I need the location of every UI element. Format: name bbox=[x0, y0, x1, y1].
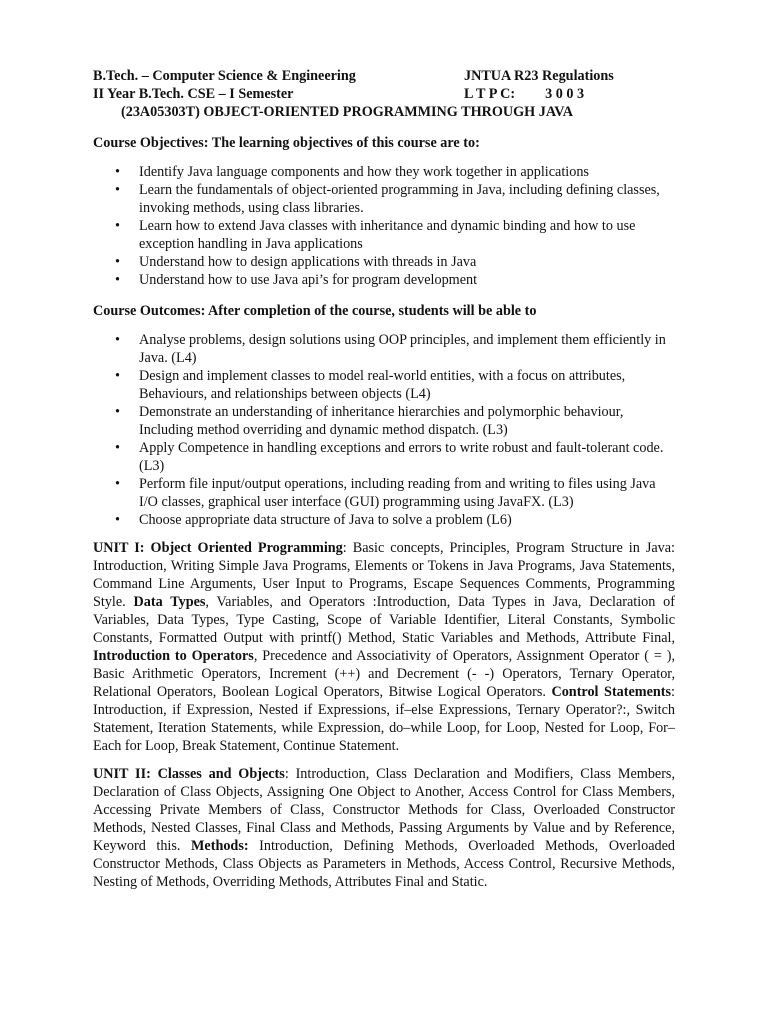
unit-2-title: UNIT II: Classes and Objects bbox=[93, 766, 285, 782]
header-row-1 bbox=[93, 67, 675, 85]
syllabus-page bbox=[93, 67, 675, 891]
list-item: • Understand how to use Java api’s for program development bbox=[115, 272, 478, 288]
bullet-icon: • bbox=[115, 368, 120, 384]
header-row-2 bbox=[93, 85, 675, 103]
outcomes-list bbox=[93, 331, 675, 529]
methods-heading: Methods: bbox=[191, 838, 249, 854]
ltpc-values: 3 0 0 3 bbox=[545, 86, 585, 102]
unit-2-paragraph: UNIT II: Classes and Objects: Introduction, Class Declaration and Modifiers, Class Members, Declaration of Class Objects, Assigning One Object to Another, Access Control for Class Members, Accessing Private Members of Class, Constructor Methods for Class, Overloaded Constructor Methods, Nested Classes, Final Class and Methods, Passing Arguments by Value and by Reference, Keyword this. Methods: Introduction, Defining Methods, Overloaded Methods, Overloaded Constructor Methods, Class Objects as Parameters in Methods, Access Control, Recursive Methods, Nesting of Methods, Overriding Methods, Attributes Final and Static. bbox=[93, 766, 675, 890]
bullet-icon: • bbox=[115, 164, 120, 180]
bullet-icon: • bbox=[115, 404, 120, 420]
list-item: • Understand how to design applications with threads in Java bbox=[115, 254, 477, 270]
program-name: B.Tech. – Computer Science & Engineering bbox=[93, 68, 356, 84]
ltpc bbox=[464, 85, 584, 103]
bullet-icon: • bbox=[115, 254, 120, 270]
control-statements-heading: Control Statements bbox=[551, 684, 672, 700]
outcomes-heading: Course Outcomes: After completion of the course, students will be able to bbox=[93, 303, 537, 319]
ltpc-label: L T P C: bbox=[464, 86, 516, 102]
bullet-icon: • bbox=[115, 512, 120, 528]
list-item: • Learn the fundamentals of object-oriented programming in Java, including defining classes, invoking methods, using class libraries. bbox=[115, 182, 660, 216]
bullet-icon: • bbox=[115, 440, 120, 456]
bullet-icon: • bbox=[115, 182, 120, 198]
unit-1-paragraph: UNIT I: Object Oriented Programming: Basic concepts, Principles, Program Structure in Java: Introduction, Writing Simple Java Programs, Elements or Tokens in Java Programs, Java Statements, Command Line Arguments, User Input to Programs, Escape Sequences Comments, Programming Style. Data Types, Variables, and Operators :Introduction, Data Types in Java, Declaration of Variables, Data Types, Type Casting, Scope of Variable Identifier, Literal Constants, Symbolic Constants, Formatted Output with printf() Method, Static Variables and Methods, Attribute Final, Introduction to Operators, Precedence and Associativity of Operators, Assignment Operator ( = ), Basic Arithmetic Operators, Increment (++) and Decrement (- -) Operators, Ternary Operator, Relational Operators, Boolean Logical Operators, Bitwise Logical Operators. Control Statements: Introduction, if Expression, Nested if Expressions, if–else Expressions, Ternary Operator?:, Switch Statement, Iteration Statements, while Expression, do–while Loop, for Loop, Nested for Loop, For–Each for Loop, Break Statement, Continue Statement. bbox=[93, 540, 675, 754]
bullet-icon: • bbox=[115, 476, 120, 492]
list-item: • Learn how to extend Java classes with inheritance and dynamic binding and how to use exception handling in Java applications bbox=[115, 218, 636, 252]
data-types-heading: Data Types bbox=[133, 594, 206, 610]
bullet-icon: • bbox=[115, 332, 120, 348]
objectives-list bbox=[93, 163, 675, 289]
list-item: • Choose appropriate data structure of Java to solve a problem (L6) bbox=[115, 512, 512, 528]
operators-heading: Introduction to Operators bbox=[93, 648, 254, 664]
objectives-heading: Course Objectives: The learning objectives of this course are to: bbox=[93, 135, 480, 151]
list-item: • Perform file input/output operations, including reading from and writing to files using Java I/O classes, graphical user interface (GUI) programming using JavaFX. (L3) bbox=[115, 476, 656, 510]
bullet-icon: • bbox=[115, 272, 120, 288]
course-title: (23A05303T) OBJECT-ORIENTED PROGRAMMING THROUGH JAVA bbox=[121, 104, 573, 120]
year-semester: II Year B.Tech. CSE – I Semester bbox=[93, 86, 294, 102]
list-item: • Demonstrate an understanding of inheritance hierarchies and polymorphic behaviour, Including method overriding and dynamic method dispatch. (L3) bbox=[115, 404, 624, 438]
regulation: JNTUA R23 Regulations bbox=[464, 68, 614, 84]
list-item: • Identify Java language components and how they work together in applications bbox=[115, 164, 589, 180]
bullet-icon: • bbox=[115, 218, 120, 234]
list-item: • Analyse problems, design solutions using OOP principles, and implement them efficiently in Java. (L4) bbox=[115, 332, 666, 366]
header-row-3 bbox=[93, 103, 675, 121]
unit-1-title: UNIT I: Object Oriented Programming bbox=[93, 540, 343, 556]
list-item: • Apply Competence in handling exceptions and errors to write robust and fault-tolerant code.(L3) bbox=[115, 440, 664, 474]
list-item: • Design and implement classes to model real-world entities, with a focus on attributes, Behaviours, and relationships between objects (L4) bbox=[115, 368, 626, 402]
